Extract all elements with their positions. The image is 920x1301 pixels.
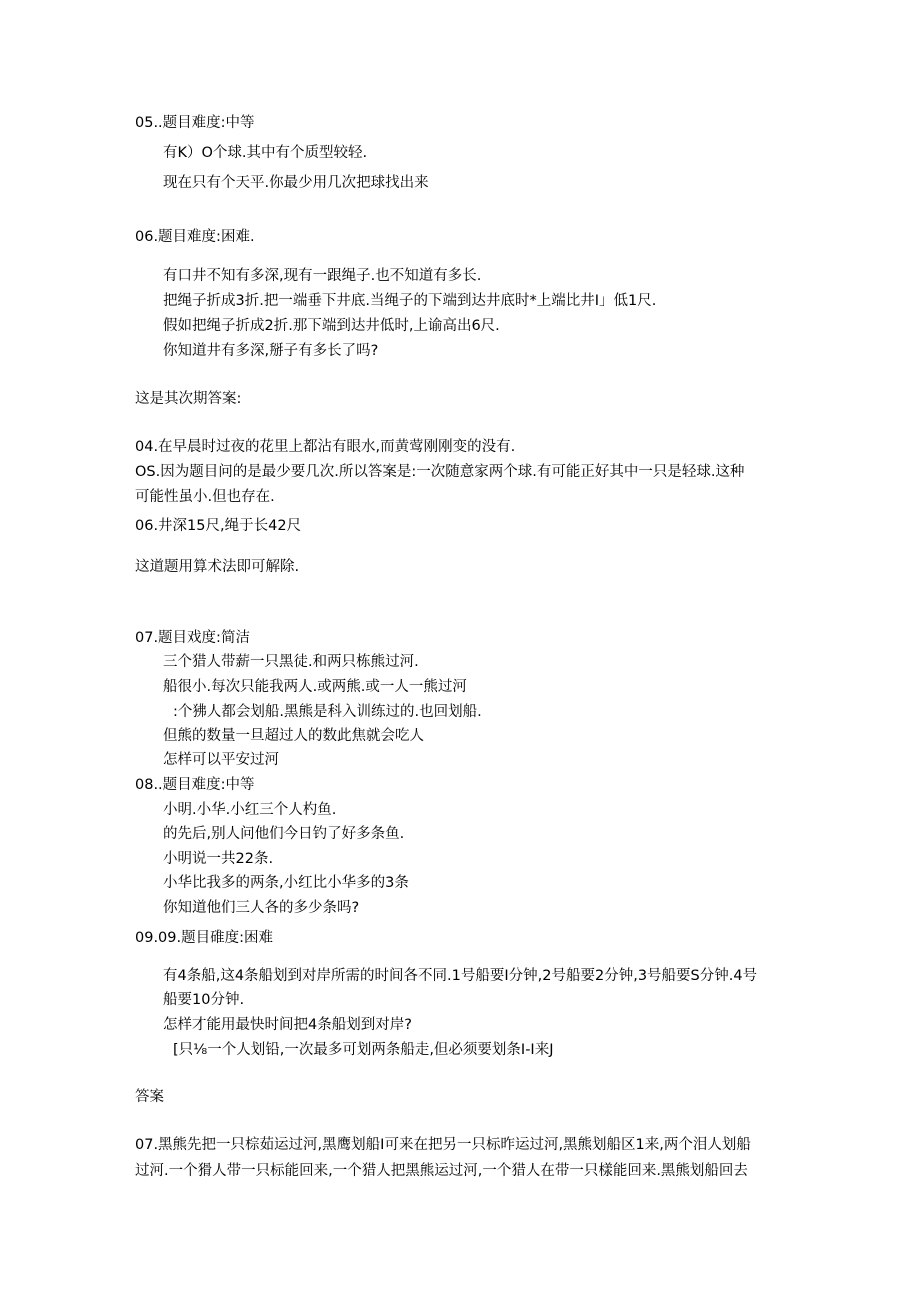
answers-heading: 答案 <box>135 1089 164 1105</box>
q08-line-5: 你知道他们三人各的多少条吗? <box>163 900 360 916</box>
q09-line-3: 怎样才能用最快时间把4条船划到对岸? <box>163 1017 412 1033</box>
answer-06: 06.井深15尺,绳于长42尺 <box>135 518 302 534</box>
q09-line-1: 有4条船,这4条船划到对岸所需的时间各不同.1号船要I分钟,2号船要2分钟,3号船要S分钟.4号 <box>163 968 758 984</box>
answer-07-line-2: 过河.一个猾人带一只标能回来,一个猎人把黑熊运过河,一个猎人在带一只樣能回来.黑熊划船回去 <box>135 1163 748 1179</box>
q08-line-3: 小明说一共22条. <box>163 851 274 867</box>
answer-05-line-2: 可能性虽小.但也存在. <box>135 489 275 505</box>
q07-heading: 07.题目戏度:简洁 <box>135 630 250 646</box>
q07-line-1: 三个猎人带薪一只黑徒.和两只栋熊过河. <box>163 654 419 670</box>
q08-line-2: 的先后,别人问他们今日钓了好多条鱼. <box>163 826 405 842</box>
q07-line-5: 怎样可以平安过河 <box>163 752 279 768</box>
q07-line-2: 船很小.每次只能我两人.或两熊.或一人一熊过河 <box>163 679 467 695</box>
q07-line-3: :个狒人都会划船.黑熊是科入训练过的.也回划船. <box>173 704 482 720</box>
q09-line-2: 船要10分钟. <box>163 992 245 1008</box>
q05-heading: 05..题目难度:中等 <box>135 115 255 131</box>
q06-line-1: 有口井不知有多深,现有一跟绳子.也不知道有多长. <box>163 268 482 284</box>
q09-line-4: [只⅛一个人划铅,一次最多可划两条船走,但必须要划条I-I来J <box>173 1042 554 1058</box>
q09-heading: 09.09.题目碓度:困难 <box>135 930 274 946</box>
q08-heading: 08..题目难度:中等 <box>135 777 255 793</box>
answer-04: 04.在早晨时过夜的花里上都沾有眼水,而黄莺刚刚变的没有. <box>135 439 516 455</box>
q06-line-2: 把绳子折成3折.把一端垂下井底.当绳子的下端到达井底时*上端比井I」低1尺. <box>163 293 657 309</box>
q08-line-4: 小华比我多的两条,小红比小华多的3条 <box>163 875 409 891</box>
answer-07-line-1: 07.黑熊先把一只棕茹运过河,黑鹰划船I可来在把另一只标昨运过河,黑熊划船区1来,两个泪人划船 <box>135 1137 751 1153</box>
answers-intro: 这是其次期答案: <box>135 391 242 407</box>
q06-line-3: 假如把绳子折成2折.那下端到达井低时,上谕高出6尺. <box>163 318 500 334</box>
q07-line-4: 但熊的数量一旦超过人的数此焦就会吃人 <box>163 728 424 744</box>
note-text: 这道题用算术法即可解除. <box>135 559 300 575</box>
q06-line-4: 你知道井有多深,掰子有多长了吗? <box>163 343 379 359</box>
answer-05-line-1: OS.因为题目问的是最少要几次.所以答案是:一次随意家两个球.有可能正好其中一只是轻球.这种 <box>135 464 745 480</box>
q05-line-1: 有K）O个球.其中有个质型较轻. <box>163 145 368 161</box>
q06-heading: 06.题目难度:困难. <box>135 229 255 245</box>
q08-line-1: 小明.小华.小红三个人杓鱼. <box>163 802 337 818</box>
q05-line-2: 现在只有个天平.你最少用几次把球找出来 <box>163 175 429 191</box>
